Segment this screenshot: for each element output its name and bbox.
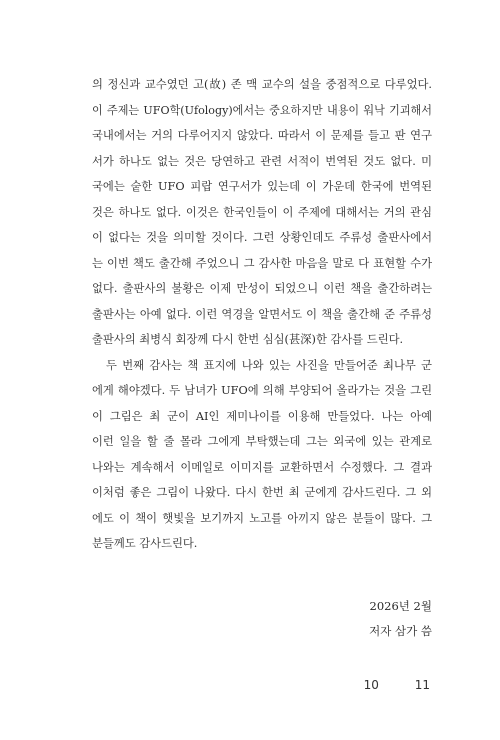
page-number-left: 10 [363,678,379,692]
text-line: 서가 하나도 없는 것은 당연하고 관련 서적이 번역된 것도 없다. 미 [92,154,432,168]
body-text [92,72,432,557]
text-line: 에게 해야겠다. 두 남녀가 UFO에 의해 부양되어 올라가는 것을 그린 [92,384,432,397]
closing-date: 2026년 2월 [369,599,432,613]
page-number-right: 11 [414,678,430,692]
text-line: 국에는 숱한 UFO 피랍 연구서가 있는데 이 가운데 한국에 번역된 [92,180,432,193]
text-line: 출판사는 아예 없다. 이런 역경을 알면서도 이 책을 출간해 준 주류성 [92,307,432,321]
text-line: 분들께도 감사드린다. [92,537,198,550]
text-line: 없다. 출판사의 불황은 이제 만성이 되었으니 이런 책을 출간하려는 [92,282,432,295]
text-line: 이처럼 좋은 그림이 나왔다. 다시 한번 최 군에게 감사드린다. 그 외 [92,486,432,499]
text-line: 에도 이 책이 햇빛을 보기까지 노고를 아끼지 않은 분들이 많다. 그 [92,511,432,525]
text-line: 국내에서는 거의 다루어지지 않았다. 따라서 이 문제를 들고 판 연구 [92,129,432,142]
page-numbers [346,678,430,692]
text-line: 출판사의 최병식 회장께 다시 한번 심심(甚深)한 감사를 드린다. [92,333,404,346]
author-signature: 저자 삼가 씀 [369,624,432,638]
text-line: 는 이번 책도 출간해 주었으니 그 감사한 마음을 말로 다 표현할 수가 [92,256,432,270]
text-line: 이 그림은 최 군이 AI인 제미나이를 이용해 만들었다. 나는 아예 [92,409,432,423]
text-line: 이 없다는 것을 의미할 것이다. 그런 상황인데도 주류성 출판사에서 [92,231,432,244]
text-line: 이런 일을 할 줄 몰라 그에게 부탁했는데 그는 외국에 있는 관계로 [92,435,432,448]
text-line: 것은 하나도 없다. 이것은 한국인들이 이 주제에 대해서는 거의 관심 [92,205,432,219]
text-line: 의 정신과 교수였던 고(故) 존 맥 교수의 설을 중점적으로 다루었다. [92,78,432,91]
text-line: 두 번째 감사는 책 표지에 나와 있는 사진을 만들어준 최나무 군 [106,358,432,372]
closing-signature [369,594,432,644]
text-line: 나와는 계속해서 이메일로 이미지를 교환하면서 수정했다. 그 결과 [92,460,432,474]
text-line: 이 주제는 UFO학(Ufology)에서는 중요하지만 내용이 워낙 기괴해서 [92,103,432,117]
